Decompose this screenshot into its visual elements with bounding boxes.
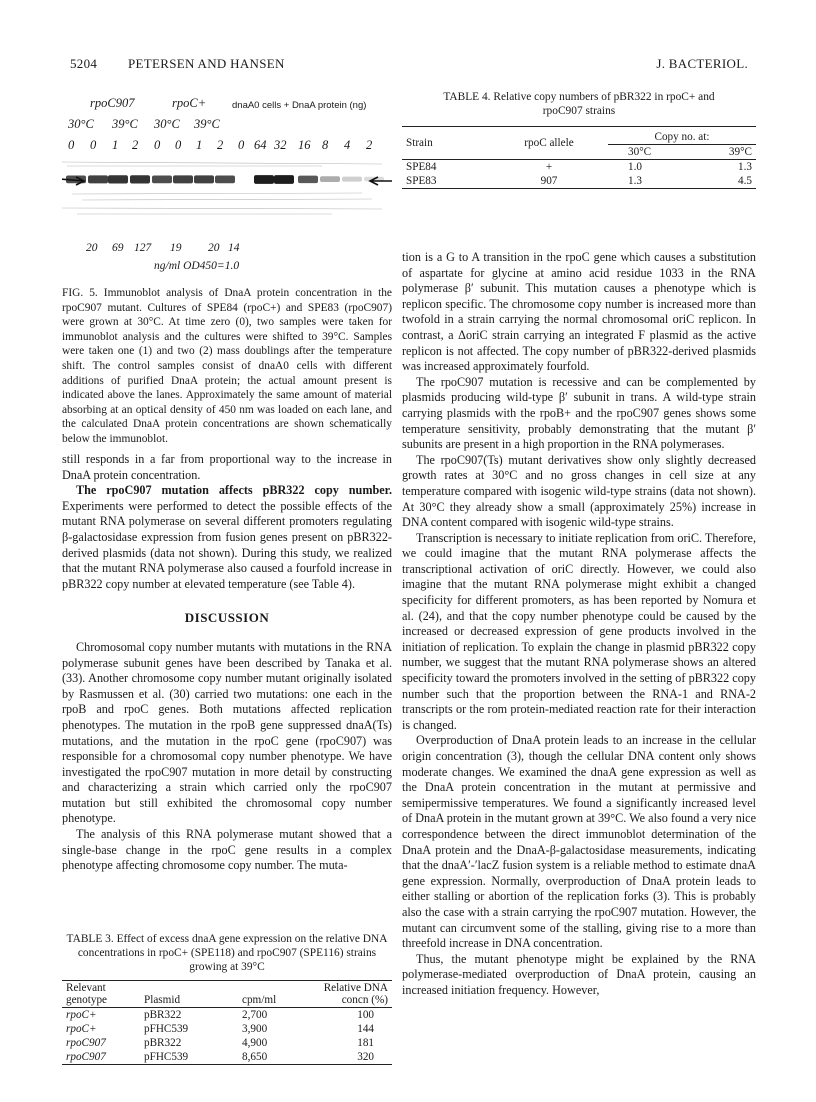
paragraph: The analysis of this RNA polymerase mutant showed that a single-base change in the rpoC gene results in a complex phenotype affecting chromosome copy number. The muta-: [62, 827, 392, 873]
table-cell: 4,900: [242, 1037, 268, 1049]
paragraph: Thus, the mutant phenotype might be explained by the RNA polymerase-mediated overproduction of DnaA protein, causing an increased initiation frequency. However,: [402, 951, 756, 997]
immunoblot-image: [62, 156, 392, 236]
paragraph-text: Experiments were performed to detect the possible effects of the mutant RNA polymerase on several different promoters regulating β-galactosidase expression from fusion genes present on pBR322-derived plasmids (data not shown). During this study, we realized that the mutant RNA polymerase also caused a fourfold increase in pBR322 copy number at elevated temperature (see Table 4).: [62, 498, 392, 591]
table-cell: rpoC907: [66, 1037, 106, 1049]
blot-band: [342, 177, 362, 182]
table-3-grid: [62, 980, 392, 1065]
blot-band: [274, 175, 294, 184]
table-cell: 100: [357, 1009, 374, 1021]
table-cell: rpoC+: [66, 1023, 97, 1035]
table-3-title: TABLE 3. Effect of excess dnaA gene expression on the relative DNA concentrations in rpoC+ (SPE118) and rpoC907 (SPE116) strains growing at 39°C: [66, 933, 388, 973]
table-header: Relative DNA concn (%): [323, 982, 388, 1006]
table-header-row: [402, 127, 756, 145]
table-header: 39°C: [728, 146, 752, 158]
concentration-value: 20: [86, 242, 98, 254]
table-cell: 3,900: [242, 1023, 268, 1035]
lane-number: 0: [154, 138, 161, 152]
concentration-value: 14: [228, 242, 240, 254]
table-cell: 144: [357, 1023, 374, 1035]
figure-5-caption: [62, 286, 392, 447]
table-header-row: [62, 981, 392, 1008]
table-cell: 907: [540, 175, 558, 187]
concentration-value: 127: [134, 242, 152, 254]
blot-band: [364, 177, 384, 182]
table-header: rpoC allele: [524, 137, 574, 149]
table-cell: rpoC+: [66, 1009, 97, 1021]
label-temp-30-a: 30°C: [68, 117, 94, 131]
table-header: 30°C: [628, 146, 652, 158]
table-cell: SPE83: [406, 175, 437, 187]
lane-number: 2: [217, 138, 224, 152]
table-cell: SPE84: [406, 161, 437, 173]
paragraph: [62, 483, 392, 592]
paragraph: The rpoC907(Ts) mutant derivatives show only slightly decreased growth rates at 30°C and no gross changes in cell size at any temperature compared with isogenic wild-type strains (data not shown). At 30°C they already show a small (approximately 25%) increase in DNA content compared with isogenic wild-type strains.: [402, 452, 756, 530]
table-cell: 320: [357, 1051, 374, 1063]
table-cell: 181: [357, 1037, 374, 1049]
table-cell: +: [545, 161, 553, 173]
table-header: cpm/ml: [242, 994, 277, 1006]
lane-number: 0: [238, 138, 245, 152]
lane-number: 2: [132, 138, 139, 152]
lane-number: 0: [68, 138, 75, 152]
lane-number: 64: [254, 138, 267, 152]
table-cell: 8,650: [242, 1051, 268, 1063]
table-row: [62, 1022, 392, 1036]
table-header: Relevant genotype: [66, 982, 108, 1006]
table-cell: 1.0: [628, 161, 642, 173]
table-header: Copy no. at:: [608, 127, 756, 145]
table-row: [402, 174, 756, 189]
concentration-value: 19: [170, 242, 182, 254]
blot-band: [88, 175, 108, 183]
blot-band: [130, 175, 150, 183]
paragraph: Overproduction of DnaA protein leads to an increase in the cellular origin concentration (3), though the cellular DNA content only shows moderate changes. We examined the dnaA gene expression as well as the DnaA protein concentration in the mutant at permissive and semipermissive temperatures. We found a significantly increased level of DnaA protein in the mutant grown at 39°C. We also found a very nice correspondence between the direct immunoblot determination of the DnaA protein and the DnaA-β-galactosidase measurements, indicating that the dnaA′-′lacZ fusion system is a reliable method to estimate dnaA gene expression. Normally, overproduction of DnaA protein leads to either stalling or abortion of the replication forks (3). This is probably also the case with a strain carrying the rpoC907 mutation. However, the mutant can circumvent some of the stalling, giving rise to a more than threefold increase in DNA concentration.: [402, 733, 756, 951]
blot-band: [173, 175, 193, 183]
table-cell: 2,700: [242, 1009, 268, 1021]
table-row: [62, 1008, 392, 1023]
blot-band: [194, 175, 214, 183]
blot-band: [108, 175, 128, 183]
blot-band: [152, 176, 172, 184]
table-cell: rpoC907: [66, 1051, 106, 1063]
discussion-heading: DISCUSSION: [184, 610, 270, 626]
caption-text: Immunoblot analysis of DnaA protein concentration in the rpoC907 mutant. Cultures of SPE84 (rpoC+) and SPE83 (rpoC907) were grown at 30°C. At time zero (0), two samples were taken for immunoblot analysis and the cultures were shifted to 39°C. Samples were taken one (1) and two (2) mass doublings after the temperature shift. The control samples consist of dnaA0 cells with different additions of purified DnaA protein; the actual amount present is indicated above the lanes. Approximately the same amount of material absorbing at an optical density of 450 nm was loaded on each lane, and the calculated DnaA protein concentrations are shown schematically below the immunoblot.: [62, 287, 392, 445]
label-dnaa-cells: dnaA0 cells + DnaA protein (ng): [232, 100, 367, 111]
blot-band: [320, 176, 340, 182]
lane-number: 32: [274, 138, 287, 152]
table-4-grid: [402, 126, 756, 189]
table-cell: pBR322: [144, 1009, 182, 1021]
section-runin-heading: The rpoC907 mutation affects pBR322 copy number.: [76, 483, 392, 498]
concentration-value: 69: [112, 242, 124, 254]
table-cell: pFHC539: [144, 1023, 189, 1035]
lane-number: 4: [344, 138, 351, 152]
blot-band: [254, 175, 274, 184]
lane-number: 0: [175, 138, 182, 152]
lane-number: 0: [90, 138, 97, 152]
lane-number: 1: [112, 138, 119, 152]
paragraph: tion is a G to A transition in the rpoC gene which causes a substitution of aspartate for glycine at amino acid residue 1033 in the RNA polymerase β′ subunit. This mutation causes a phenotype which is replicon specific. The chromosome copy number is increased more than twofold in a strain carrying the normal chromosomal oriC replicon. In contrast, a ΔoriC strain carrying an integrated F plasmid as the active replicon is not affected. The copy number of pBR322-derived plasmids was increased approximately fourfold.: [402, 250, 756, 374]
blot-band: [66, 176, 86, 184]
lane-number: 8: [322, 138, 329, 152]
blot-band: [298, 176, 318, 184]
label-temp-39-b: 39°C: [194, 117, 220, 131]
left-column: [62, 452, 392, 874]
right-column: [402, 250, 756, 999]
blot-band: [215, 176, 235, 184]
label-rpoc-plus: rpoC+: [172, 96, 207, 110]
figure-5: [62, 96, 392, 278]
table-row: [62, 1050, 392, 1065]
journal-name: J. BACTERIOL.: [656, 56, 748, 71]
table-cell: pBR322: [144, 1037, 182, 1049]
table-4-title: TABLE 4. Relative copy numbers of pBR322 in rpoC+ and rpoC907 strains: [443, 91, 715, 117]
label-temp-30-b: 30°C: [154, 117, 180, 131]
lane-number: 16: [298, 138, 311, 152]
label-rpoc907: rpoC907: [90, 96, 135, 110]
table-row: [402, 160, 756, 175]
paragraph: Transcription is necessary to initiate replication from oriC. Therefore, we could imagine that the mutant RNA polymerase affects the transcriptional activation of oriC directly. However, we could also imagine that the mutant RNA polymerase might exhibit a changed specificity for different promoters, as has been reported by Nomura et al. (24), and that the copy number phenotype could be caused by the increased or decreased expression of gene products involved in the initiation of replication. To explain the change in plasmid pBR322 copy number, we suggest that the mutant RNA polymerase shows an altered specificity toward the promoters involved in the setting of pBR322 copy number such that the proportion between the RNA-1 and RNA-2 transcripts or the rom protein-mediated reaction rate for their interaction is changed.: [402, 530, 756, 732]
paragraph: still responds in a far from proportional way to the increase in DnaA protein concentration.: [62, 452, 392, 482]
running-authors: PETERSEN AND HANSEN: [128, 56, 285, 71]
table-cell: 1.3: [738, 161, 752, 173]
lane-number: 1: [196, 138, 203, 152]
table-header: Plasmid: [144, 994, 181, 1006]
table-4: [402, 90, 756, 189]
label-temp-39-a: 39°C: [112, 117, 138, 131]
table-3: [62, 932, 392, 1065]
table-cell: pFHC539: [144, 1051, 189, 1063]
paragraph: Chromosomal copy number mutants with mutations in the RNA polymerase subunit genes have been described by Tanaka et al. (33). Another chromosome copy number mutant originally isolated by Rasmussen et al. (30) carried two mutations: one each in the rpoB and rpoC genes. Both mutations affected replication phenotypes. The mutation in the rpoB gene suppressed dnaA(Ts) mutations, and the mutation in the rpoC gene (rpoC907) was responsible for a chromosomal copy number phenotype. We have investigated the rpoC907 mutation in more detail by constructing and characterizing a strain which carried only the rpoC907 mutation but still exhibited the chromosomal copy number phenotype.: [62, 639, 392, 826]
table-header: Strain: [406, 137, 433, 149]
concentration-value: 20: [208, 242, 220, 254]
table-cell: 4.5: [738, 175, 752, 187]
page-number: 5204: [70, 56, 98, 71]
concentration-unit-label: ng/ml OD450=1.0: [154, 260, 240, 272]
table-row: [62, 1036, 392, 1050]
table-cell: 1.3: [628, 175, 642, 187]
caption-label: FIG. 5.: [62, 287, 98, 299]
paragraph: The rpoC907 mutation is recessive and can be complemented by plasmids producing wild-type β′ subunit in trans. A wild-type strain carrying plasmids with the rpoB+ and the rpoC907 genes shows some temperature sensitivity, probably demonstrating that the mutant β′ subunits are present in a high proportion in the RNA polymerases.: [402, 374, 756, 452]
lane-number: 2: [366, 138, 373, 152]
